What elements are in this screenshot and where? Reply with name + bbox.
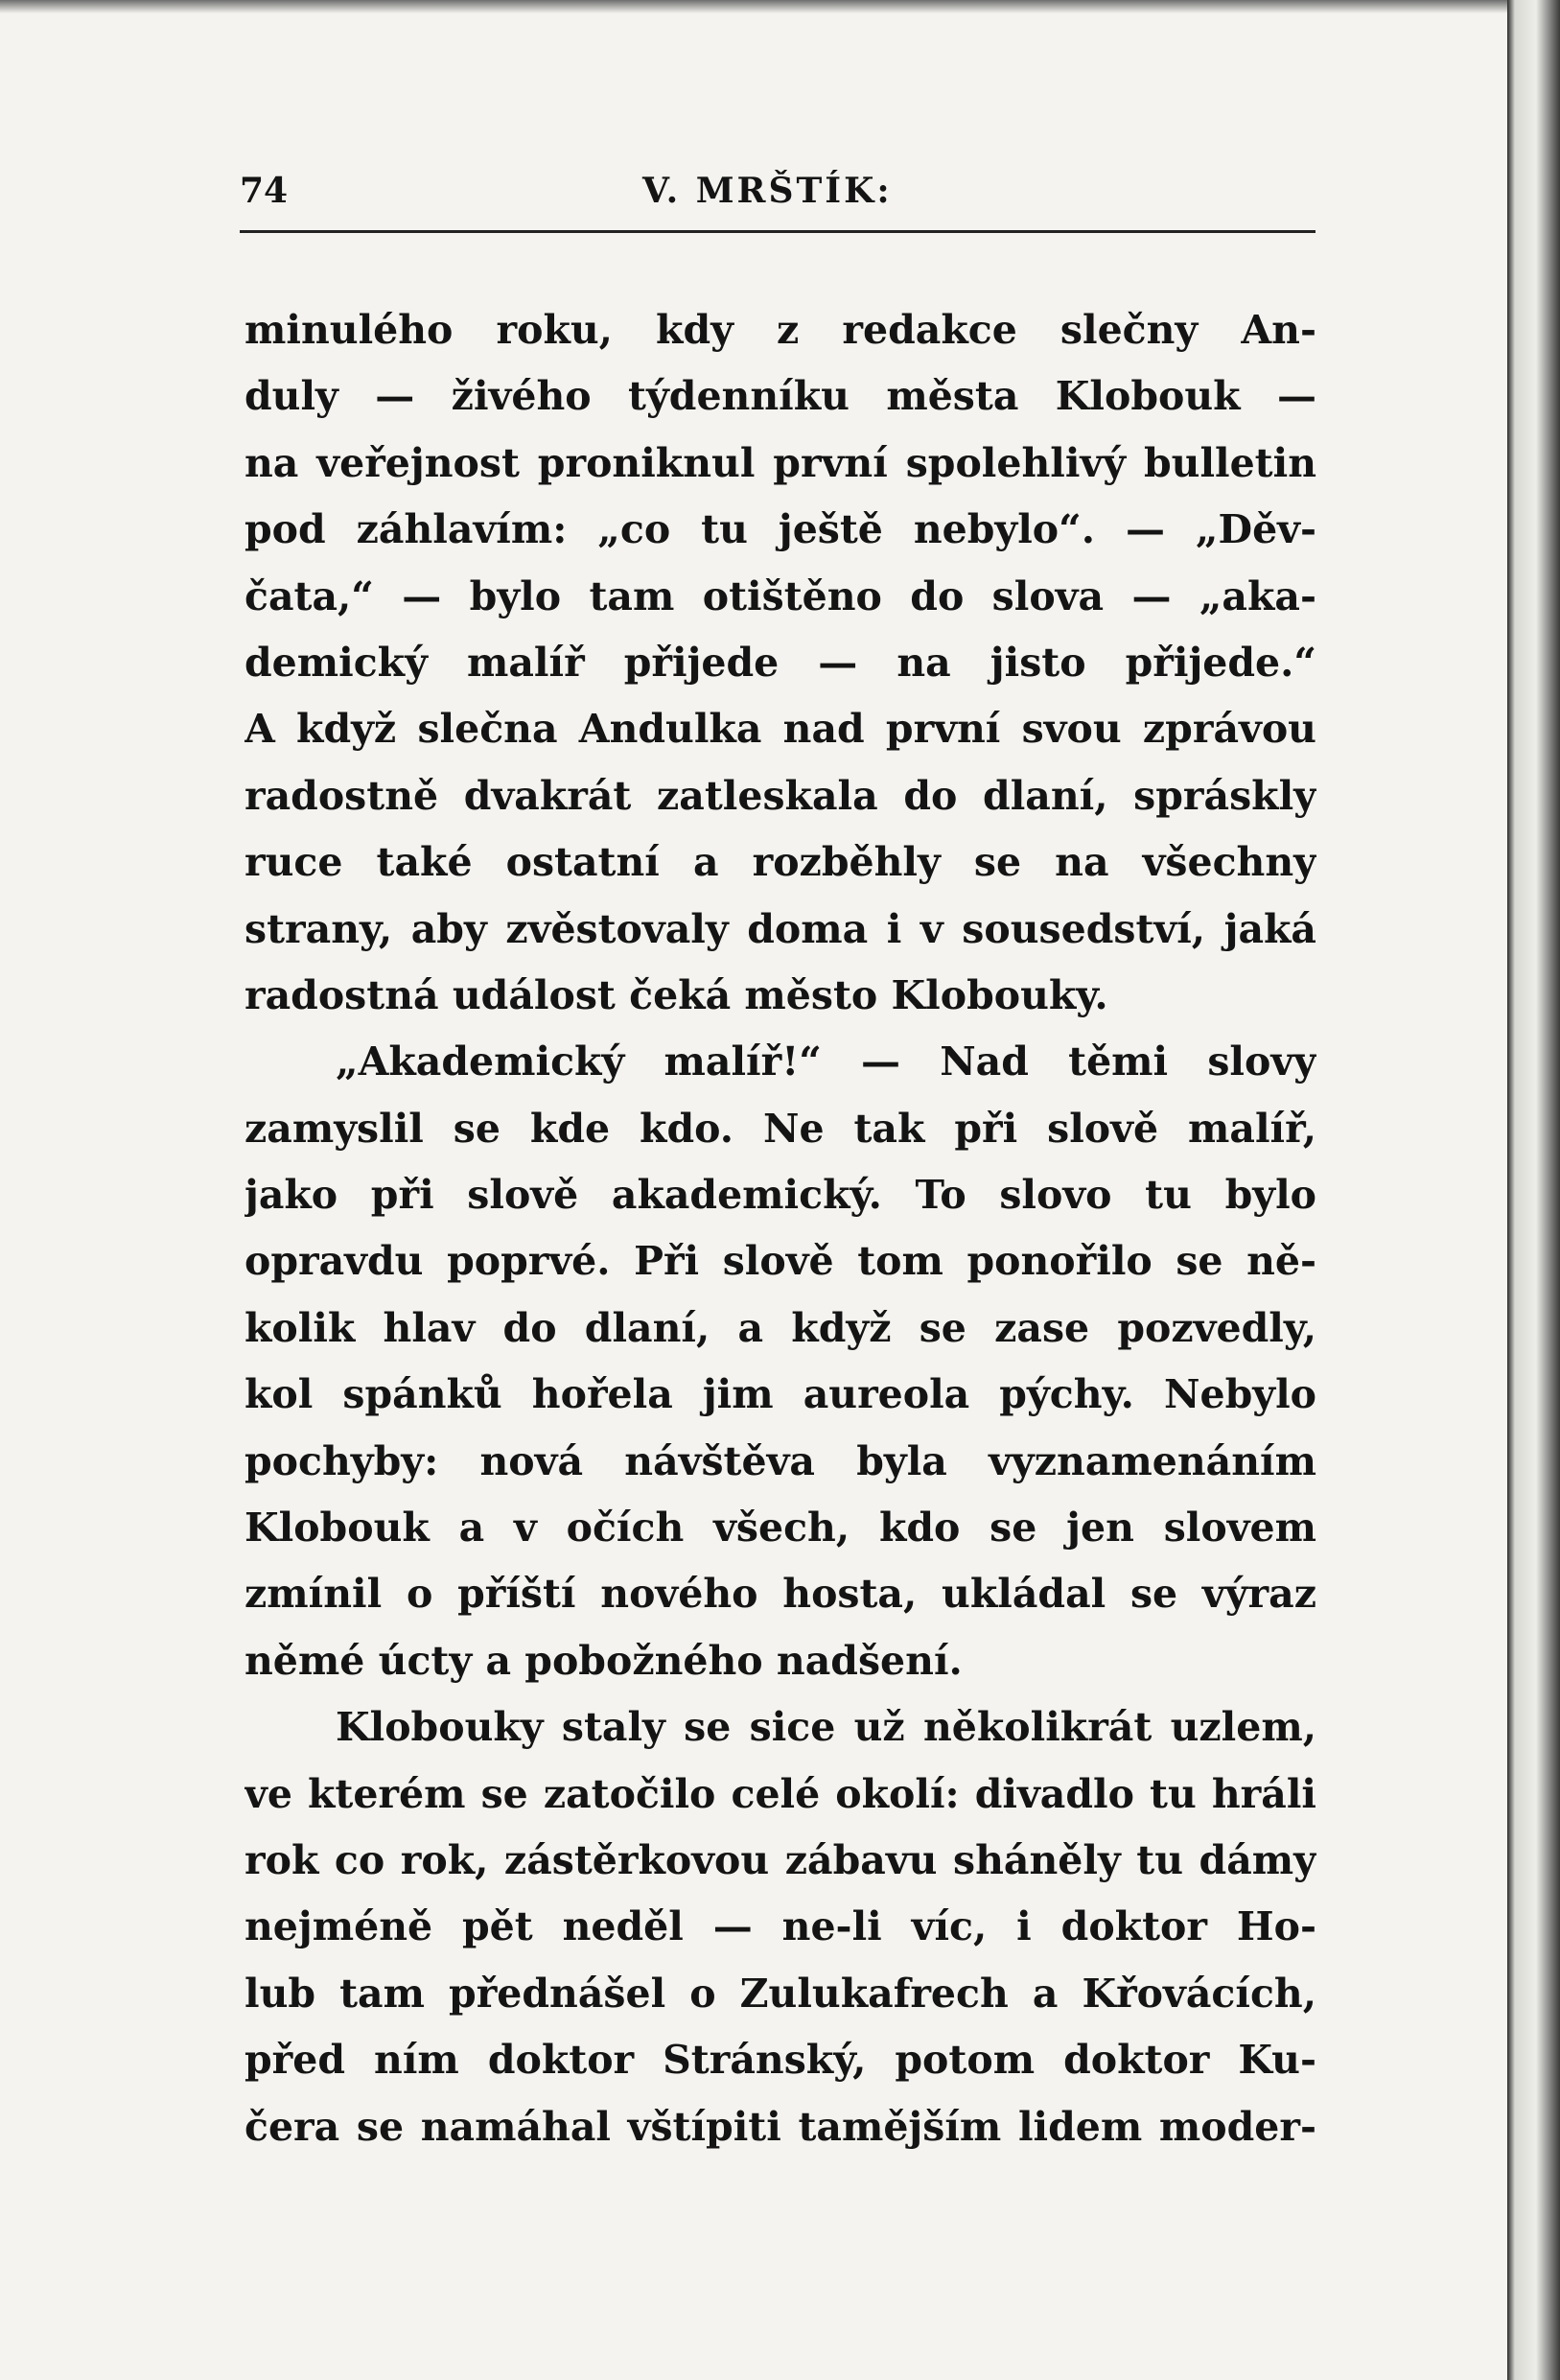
- text-line: před ním doktor Stránský, potom doktor Ku-: [244, 2037, 1316, 2084]
- text-line: minulého roku, kdy z redakce slečny An-: [244, 307, 1316, 353]
- text-line: A když slečna Andulka nad první svou zprávou: [244, 706, 1316, 753]
- text-line: čata,“ — bylo tam otištěno do slova — „aka-: [244, 572, 1316, 619]
- text-line: čera se namáhal vštípiti tamějším lidem moder-: [244, 2103, 1316, 2150]
- text-line: pochyby: nová návštěva byla vyznamenáním: [244, 1437, 1316, 1484]
- text-line: lub tam přednášel o Zulukafrech a Křovácích,: [244, 1970, 1316, 2017]
- text-line: jako při slově akademický. To slovo tu bylo: [244, 1172, 1316, 1219]
- text-line: Klobouky staly se sice už několikrát uzlem,: [336, 1704, 1316, 1751]
- text-line: na veřejnost proniknul první spolehlivý bulletin: [244, 439, 1316, 486]
- text-line: rok co rok, zástěrkovou zábavu sháněly tu dámy: [244, 1836, 1316, 1883]
- text-line: kol spánků hořela jim aureola pýchy. Nebylo: [244, 1371, 1316, 1418]
- header-rule: [240, 230, 1316, 233]
- running-head: V. MRŠTÍK:: [642, 171, 893, 211]
- text-line: pod záhlavím: „co tu ještě nebylo“. — „Děv-: [244, 506, 1316, 553]
- page-top-shadow: [0, 0, 1507, 13]
- text-line: nejméně pět neděl — ne-li víc, i doktor Ho-: [244, 1903, 1316, 1950]
- page-binding-edge: [1507, 0, 1560, 2380]
- page-number: 74: [240, 171, 289, 211]
- text-line: zmínil o příští nového hosta, ukládal se výraz: [244, 1571, 1316, 1618]
- text-line: Klobouk a v očích všech, kdo se jen slovem: [244, 1505, 1316, 1552]
- text-line: kolik hlav do dlaní, a když se zase pozvedly,: [244, 1304, 1316, 1351]
- page-header: [240, 163, 1316, 232]
- text-line: ruce také ostatní a rozběhly se na všechny: [244, 839, 1316, 886]
- text-line: demický malíř přijede — na jisto přijede.“: [244, 639, 1316, 686]
- text-line: radostně dvakrát zatleskala do dlaní, spráskly: [244, 772, 1316, 819]
- text-line: opravdu poprvé. Při slově tom ponořilo se ně-: [244, 1238, 1316, 1285]
- text-line: zamyslil se kde kdo. Ne tak při slově malíř,: [244, 1105, 1316, 1152]
- text-line: ve kterém se zatočilo celé okolí: divadlo tu hráli: [244, 1770, 1316, 1817]
- text-line: „Akademický malíř!“ — Nad těmi slovy: [336, 1038, 1316, 1085]
- body-text: [244, 297, 1316, 2160]
- text-line: duly — živého týdenníku města Klobouk —: [244, 373, 1316, 420]
- text-line: radostná událost čeká město Klobouky.: [244, 971, 1108, 1018]
- text-line: němé úcty a pobožného nadšení.: [244, 1637, 963, 1684]
- text-line: strany, aby zvěstovaly doma i v sousedství, jaká: [244, 905, 1316, 952]
